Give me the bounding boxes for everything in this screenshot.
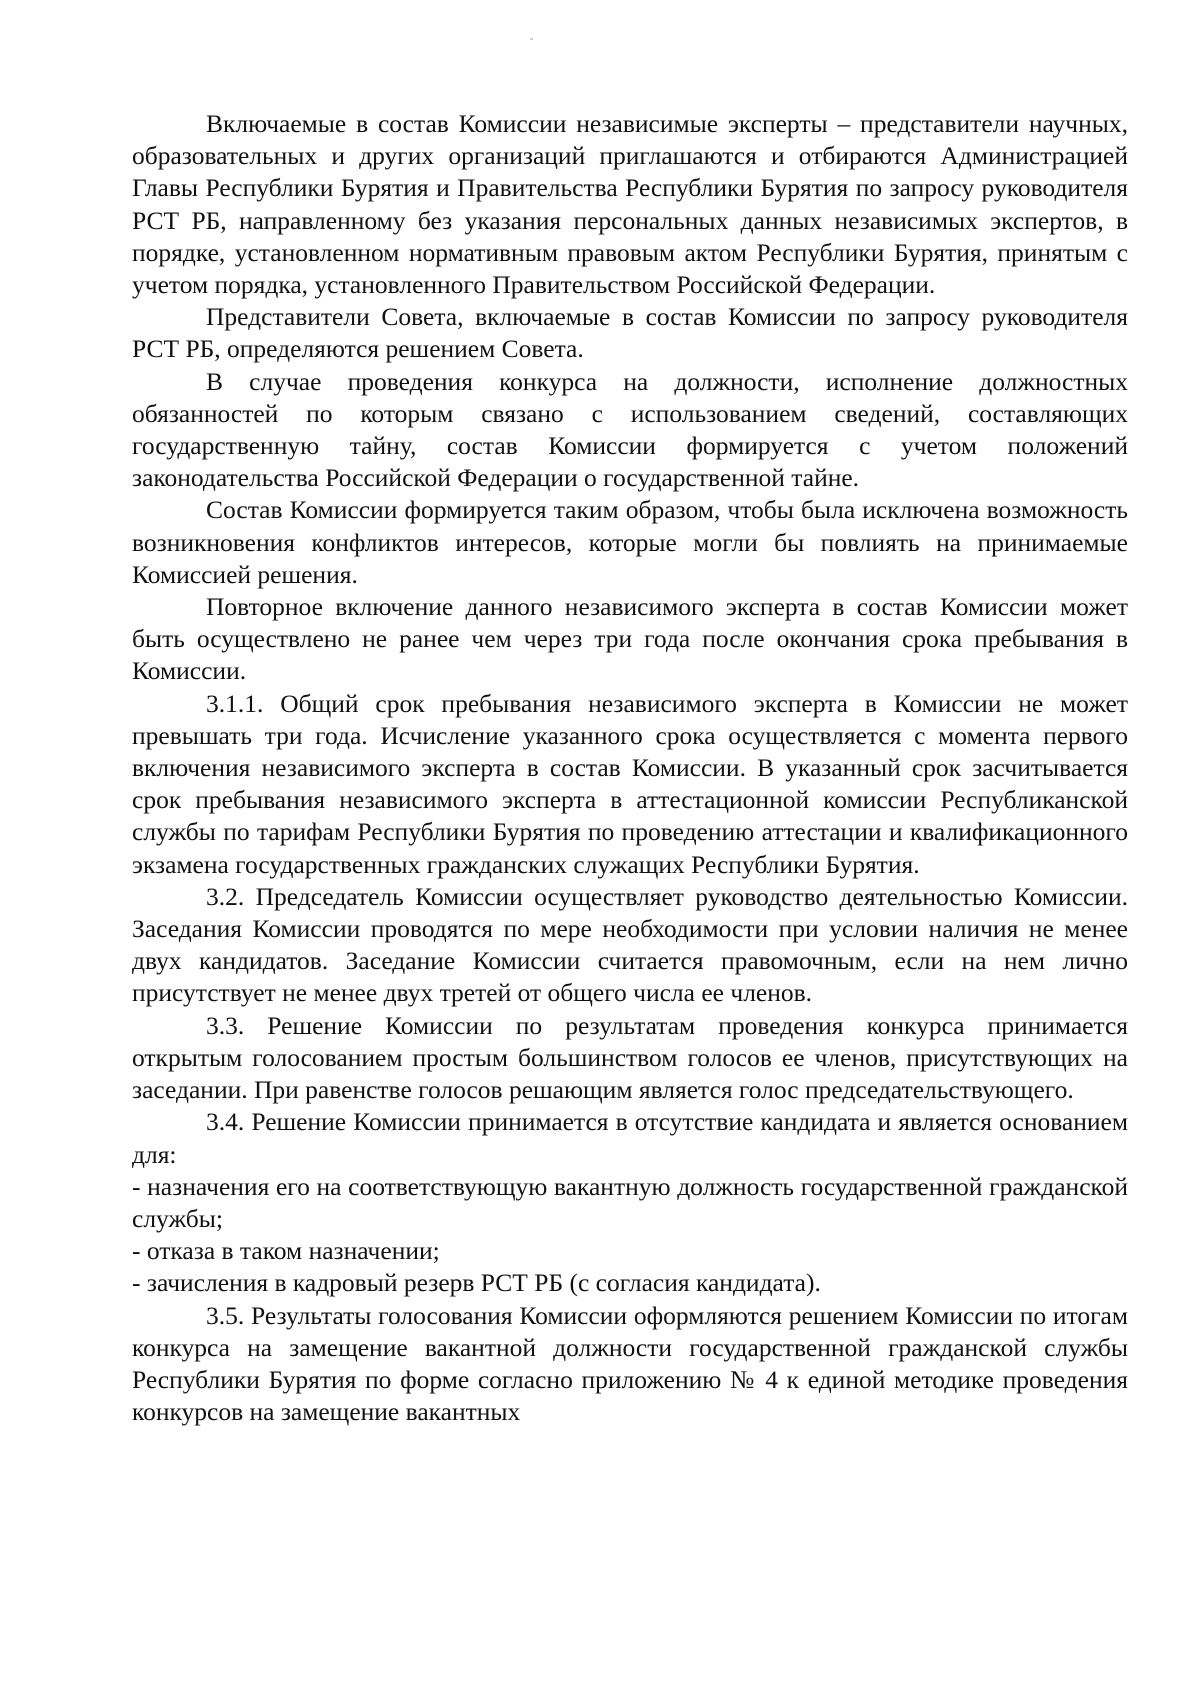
- list-item: - назначения его на соответствующую вакантную должность государственной гражданской службы;: [132, 1171, 1128, 1233]
- paragraph-3-4: 3.4. Решение Комиссии принимается в отсутствие кандидата и является основанием для:: [132, 1107, 1128, 1169]
- paragraph-state-secret: В случае проведения конкурса на должности, исполнение должностных обязанностей по которым связано с использованием сведений, составляющих государственную тайну, состав Комиссии формируется с учетом положений законодательства Российской Федерации о государственной тайне.: [132, 366, 1128, 493]
- paragraph-council-representatives: Представители Совета, включаемые в состав Комиссии по запросу руководителя РСТ РБ, определяются решением Совета.: [132, 302, 1128, 364]
- document-body: [132, 108, 1128, 1428]
- list-item: - зачисления в кадровый резерв РСТ РБ (с согласия кандидата).: [132, 1268, 821, 1298]
- paragraph-3-5: 3.5. Результаты голосования Комиссии оформляются решением Комиссии по итогам конкурса на замещение вакантной должности государственной гражданской службы Республики Бурятия по форме согласно приложению № 4 к единой методике проведения конкурсов на замещение вакантных: [132, 1300, 1128, 1427]
- paragraph-3-2: 3.2. Председатель Комиссии осуществляет руководство деятельностью Комиссии. Заседания Комиссии проводятся по мере необходимости при условии наличия не менее двух кандидатов. Заседание Комиссии считается правомочным, если на нем лично присутствует не менее двух третей от общего числа ее членов.: [132, 881, 1128, 1008]
- paragraph-repeat-inclusion: Повторное включение данного независимого эксперта в состав Комиссии может быть осуществлено не ранее чем через три года после окончания срока пребывания в Комиссии.: [132, 592, 1128, 686]
- paragraph-independent-experts: Включаемые в состав Комиссии независимые эксперты – представители научных, образовательных и других организаций приглашаются и отбираются Администрацией Главы Республики Бурятия и Правительства Республики Бурятия по запросу руководителя РСТ РБ, направленному без указания персональных данных независимых экспертов, в порядке, установленном нормативным правовым актом Республики Бурятия, принятым с учетом порядка, установленного Правительством Российской Федерации.: [132, 109, 1128, 300]
- scan-mark: [530, 38, 533, 40]
- paragraph-3-1-1: 3.1.1. Общий срок пребывания независимого эксперта в Комиссии не может превышать три года. Исчисление указанного срока осуществляется с момента первого включения независимого эксперта в состав Комиссии. В указанный срок засчитывается срок пребывания независимого эксперта в аттестационной комиссии Республиканской службы по тарифам Республики Бурятия по проведению аттестации и квалификационного экзамена государственных гражданских служащих Республики Бурятия.: [132, 688, 1128, 879]
- paragraph-3-3: 3.3. Решение Комиссии по результатам проведения конкурса принимается открытым голосованием простым большинством голосов ее членов, присутствующих на заседании. При равенстве голосов решающим является голос председательствующего.: [132, 1010, 1128, 1105]
- paragraph-conflict-of-interest: Состав Комиссии формируется таким образом, чтобы была исключена возможность возникновения конфликтов интересов, которые могли бы повлиять на принимаемые Комиссией решения.: [132, 495, 1128, 589]
- list-item: - отказа в таком назначении;: [132, 1236, 440, 1266]
